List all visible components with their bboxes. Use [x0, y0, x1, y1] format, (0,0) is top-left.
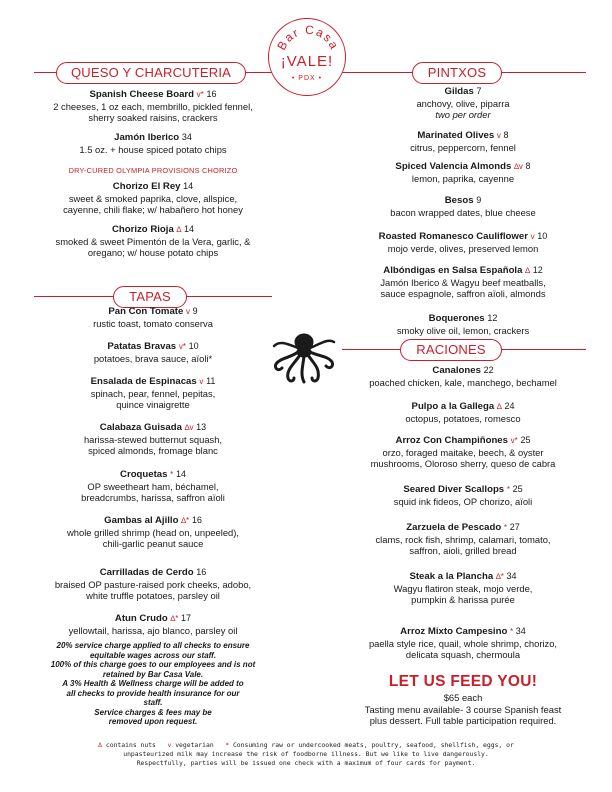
menu-item-name: Pan Con Tomate [108, 306, 184, 317]
menu-item-description: whole grilled shrimp (head on, unpeeled), [67, 527, 239, 538]
menu-item-title [340, 625, 586, 638]
menu-item-price: 8 [503, 130, 509, 140]
section-title-pintxos: PINTXOS [412, 62, 502, 84]
menu-item [340, 312, 586, 336]
feed-description [340, 692, 586, 727]
service-note-line: staff. [143, 698, 163, 707]
menu-item-description: clams, rock fish, shrimp, calamari, tomato, [375, 534, 551, 545]
menu-item-title [340, 483, 586, 496]
menu-item [30, 514, 276, 549]
menu-item-marks: ∆* [181, 516, 190, 525]
service-note-line: removed upon request. [108, 717, 198, 726]
menu-item-title [340, 160, 586, 173]
menu-item-description: Wagyu flatiron steak, mojo verde, [393, 583, 533, 594]
menu-item-price: 34 [506, 571, 517, 581]
menu-item-description: yellowtail, harissa, ajo blanco, parsley oil [68, 625, 238, 636]
menu-item-name: Boquerones [428, 313, 485, 324]
menu-item-description: 1.5 oz. + house spiced potato chips [79, 144, 227, 155]
menu-item-price: 16 [206, 89, 217, 99]
menu-item-title [340, 400, 586, 413]
menu-item-price: 34 [515, 626, 526, 636]
menu-item-price: 14 [184, 224, 195, 234]
menu-item-description: mushrooms, Oloroso sherry, queso de cabra [370, 458, 556, 469]
menu-item-name: Jamón Iberico [114, 132, 180, 143]
menu-item [30, 88, 276, 123]
menu-item-description: paella style rice, quail, whole shrimp, chorizo, [368, 638, 558, 649]
menu-item-title [340, 521, 586, 534]
menu-item-description: potatoes, brava sauce, aïoli* [93, 353, 213, 364]
raw-symbol: * [225, 741, 230, 749]
menu-item-price: 25 [512, 484, 523, 494]
menu-item-marks: * [506, 485, 510, 494]
menu-item-marks: v* [196, 90, 204, 99]
menu-item-title [340, 230, 586, 243]
menu-item-title [340, 312, 586, 325]
feed-desc-line: plus dessert. Full table participation required. [369, 715, 557, 726]
menu-item-name: Canalones [432, 365, 481, 376]
menu-item-description: lemon, paprika, cayenne [411, 173, 515, 184]
menu-item-price: 9 [192, 306, 198, 316]
menu-item-description: octopus, potatoes, romesco [405, 413, 521, 424]
logo-name: ¡VALE! [280, 53, 334, 70]
menu-item-price: 10 [188, 341, 199, 351]
menu-item-marks: ∆ [176, 225, 182, 234]
menu-item-description: smoked & sweet Pimentón de la Vera, garlic, & [55, 236, 251, 247]
menu-item-title [30, 305, 276, 318]
menu-item-title [340, 129, 586, 142]
service-note-line: Service charges & fees may be [94, 707, 212, 717]
menu-item-description: 2 cheeses, 1 oz each, membrillo, pickled fennel, [53, 101, 253, 112]
menu-item [340, 129, 586, 153]
menu-item-description: OP sweetheart ham, béchamel, [87, 481, 219, 492]
menu-item-description: delicata squash, chermoula [405, 649, 521, 660]
service-note-line: 20% service charge applied to all checks to ensure [56, 641, 250, 650]
menu-item-title [340, 570, 586, 583]
menu-item [340, 194, 586, 218]
menu-item-description: smoky olive oil, lemon, crackers [396, 325, 530, 336]
menu-item-description: braised OP pasture-raised pork cheeks, adobo, [54, 579, 252, 590]
menu-item [30, 375, 276, 410]
menu-item [30, 180, 276, 215]
feed-price: $65 each [443, 692, 483, 703]
octopus-icon [270, 328, 338, 386]
menu-item [30, 131, 276, 155]
menu-item-marks: v [199, 377, 204, 386]
service-note-line: all checks to provide health insurance for our [66, 688, 240, 698]
menu-item-price: 25 [520, 435, 531, 445]
menu-item-title [340, 364, 586, 377]
menu-item-title [340, 194, 586, 207]
footer-legend [20, 741, 592, 768]
vegetarian-symbol: v [167, 741, 172, 749]
logo-arc-text: Bar Casa [274, 22, 342, 53]
menu-item [340, 521, 586, 556]
menu-item-name: Croquetas [120, 469, 168, 480]
menu-item [30, 223, 276, 258]
menu-item-price: 14 [183, 181, 194, 191]
menu-item-name: Roasted Romanesco Cauliflower [378, 231, 528, 242]
menu-item-price: 13 [196, 422, 207, 432]
menu-item-marks: v [185, 307, 190, 316]
nuts-text: contains nuts [105, 741, 156, 749]
chorizo-subheading: DRY-CURED OLYMPIA PROVISIONS CHORIZO [68, 166, 238, 175]
section-title-tapas: TAPAS [113, 286, 187, 308]
menu-item-title [30, 421, 276, 434]
menu-item-description: oregano; w/ house potato chips [87, 247, 219, 258]
menu-item-price: 16 [196, 567, 207, 577]
menu-item-description: mojo verde, olives, preserved lemon [387, 243, 539, 254]
menu-item [340, 85, 586, 120]
menu-item-title [30, 223, 276, 236]
menu-item-name: Chorizo Rioja [111, 224, 174, 235]
menu-item-marks: * [510, 627, 514, 636]
menu-item-name: Arroz Mixto Campesino [400, 626, 508, 637]
menu-item-name: Arroz Con Champiñones [395, 435, 508, 446]
menu-item-marks: v* [510, 436, 518, 445]
service-note-line: retained by Bar Casa Vale. [102, 669, 204, 679]
menu-item-name: Ensalada de Espinacas [90, 376, 197, 387]
menu-item-title [30, 468, 276, 481]
menu-item [30, 612, 276, 636]
menu-item [340, 160, 586, 184]
menu-item [30, 468, 276, 503]
menu-item-marks: ∆* [170, 614, 179, 623]
menu-item-marks: * [503, 523, 508, 532]
menu-item-price: 12 [487, 313, 498, 323]
menu-item-name: Carrilladas de Cerdo [99, 567, 194, 578]
menu-item-price: 9 [476, 195, 482, 205]
menu-item [30, 421, 276, 456]
menu-item-price: 16 [191, 515, 202, 525]
menu-item [340, 400, 586, 424]
menu-item-description: white truffle potatoes, parsley oil [86, 590, 220, 601]
menu-item-price: 17 [181, 613, 192, 623]
menu-item-price: 24 [504, 401, 515, 411]
menu-item-name: Zarzuela de Pescado [406, 522, 502, 533]
menu-item-title [340, 434, 586, 447]
menu-item-name: Patatas Bravas [107, 341, 177, 352]
menu-item-description: cayenne, chili flake; w/ habañero hot honey [63, 204, 243, 215]
menu-item [30, 566, 276, 601]
menu-item [340, 364, 586, 388]
footer-line-3: Respectfully, parties will be issued one check with a maximum of four cards for payment. [136, 759, 476, 767]
menu-item-title [30, 180, 276, 193]
menu-item-description: anchovy, olive, piparra [416, 98, 510, 109]
menu-item-description: bacon wrapped dates, blue cheese [390, 207, 536, 218]
menu-item-description: squid ink fideos, OP chorizo, aïoli [393, 496, 533, 507]
service-note-line: 100% of this charge goes to our employees and is not [50, 660, 256, 669]
menu-item-marks: ∆ [525, 266, 531, 275]
menu-item-marks: ∆* [495, 572, 504, 581]
menu-item [340, 570, 586, 605]
menu-item-description: Jamón Iberico & Wagyu beef meatballs, [380, 277, 546, 288]
menu-item-marks: v [530, 232, 535, 241]
logo-city-text: PDX [298, 75, 316, 82]
menu-item-title [30, 131, 276, 144]
menu-item-name: Besos [444, 195, 474, 206]
menu-item-name: Seared Diver Scallops [403, 484, 505, 495]
nuts-symbol: ∆ [98, 741, 103, 749]
menu-item-name: Chorizo El Rey [112, 181, 181, 192]
feed-desc-line: Tasting menu available- 3 course Spanish feast [364, 703, 562, 715]
menu-item-name: Pulpo a la Gallega [411, 401, 495, 412]
menu-item-price: 11 [206, 376, 216, 386]
menu-item [340, 230, 586, 254]
vegetarian-text: vegetarian [175, 741, 214, 749]
menu-item [340, 625, 586, 660]
menu-item-name: Gildas [444, 86, 474, 97]
raw-text: Consuming raw or undercooked meats, poultry, seafood, shellfish, eggs, or [232, 741, 514, 749]
menu-item [30, 340, 276, 364]
footer-line-2: unpasteurized milk may increase the risk of foodborne illness. But we like to live dangerously. [123, 750, 489, 758]
menu-item-description: citrus, peppercorn, fennel [410, 142, 516, 153]
menu-item-description: poached chicken, kale, manchego, bechamel [369, 377, 557, 388]
svg-text:Bar Casa [274, 23, 342, 53]
menu-item-name: Albóndigas en Salsa Española [383, 265, 523, 276]
service-note-line: A 3% Health & Wellness charge will be added to [62, 679, 244, 688]
menu-item [340, 434, 586, 469]
menu-item-marks: v [496, 131, 501, 140]
menu-item-name: Steak a la Plancha [409, 571, 494, 582]
menu-item-price: 27 [509, 522, 520, 532]
menu-item-title [30, 340, 276, 353]
menu-item-description: pumpkin & harissa purée [411, 594, 515, 605]
menu-item-description: quince vinaigrette [116, 399, 190, 410]
menu-item-name: Marinated Olives [417, 130, 495, 141]
menu-item-title [30, 375, 276, 388]
footer-legend-line [20, 741, 592, 750]
section-title-raciones: RACIONES [400, 339, 502, 361]
menu-item-note: two per order [435, 109, 491, 120]
menu-item-title [30, 566, 276, 579]
menu-item-description: chili-garlic peanut sauce [102, 538, 204, 549]
menu-item-description: spiced almonds, fromage blanc [88, 445, 218, 456]
menu-item-title [30, 612, 276, 625]
menu-item-description: harissa-stewed butternut squash, [83, 434, 223, 445]
menu-item-marks: ∆v [184, 423, 194, 432]
menu-item-title [340, 264, 586, 277]
menu-item-name: Atun Crudo [114, 613, 168, 624]
menu-item [30, 305, 276, 329]
menu-item-description: saffron, aioli, grilled bread [409, 545, 517, 556]
menu-item-marks: ∆ [496, 402, 502, 411]
menu-item-name: Calabaza Guisada [99, 422, 182, 433]
menu-item-name: Spanish Cheese Board [89, 89, 194, 100]
menu-item-marks: * [170, 470, 174, 479]
menu-item-description: orzo, foraged maitake, beech, & oyster [382, 447, 544, 458]
menu-item-price: 34 [181, 132, 192, 142]
bar-casa-vale-logo [268, 18, 346, 96]
menu-item-description: sherry soaked raisins, crackers [88, 112, 218, 123]
menu-item-marks: ∆v [513, 162, 523, 171]
menu-item-title [30, 514, 276, 527]
menu-item-name: Spiced Valencia Almonds [395, 161, 512, 172]
feed-title: LET US FEED YOU! [388, 673, 538, 690]
menu-item-description: sauce espagnole, saffron aïoli, almonds [380, 288, 546, 299]
menu-item-price: 10 [537, 231, 548, 241]
menu-item-price: 14 [175, 469, 186, 479]
section-title-queso: QUESO Y CHARCUTERIA [56, 62, 246, 84]
menu-item-price: 8 [525, 161, 531, 171]
menu-item-title [340, 85, 586, 98]
menu-item-description: spinach, pear, fennel, pepitas, [90, 388, 216, 399]
menu-item-title [30, 88, 276, 101]
menu-item [340, 264, 586, 299]
menu-item-price: 22 [483, 365, 494, 375]
logo-city: • PDX • [291, 75, 323, 82]
menu-item-price: 7 [476, 86, 482, 96]
menu-item-description: rustic toast, tomato conserva [93, 318, 213, 329]
menu-item-name: Gambas al Ajillo [104, 515, 179, 526]
menu-item-marks: v* [178, 342, 186, 351]
menu-item-price: 12 [532, 265, 543, 275]
menu-item-description: breadcrumbs, harissa, saffron aïoli [81, 492, 225, 503]
menu-item-description: sweet & smoked paprika, clove, allspice, [68, 193, 238, 204]
service-charge-notes [30, 641, 276, 727]
service-note-line: equitable wages across our staff. [89, 650, 217, 660]
menu-item [340, 483, 586, 507]
